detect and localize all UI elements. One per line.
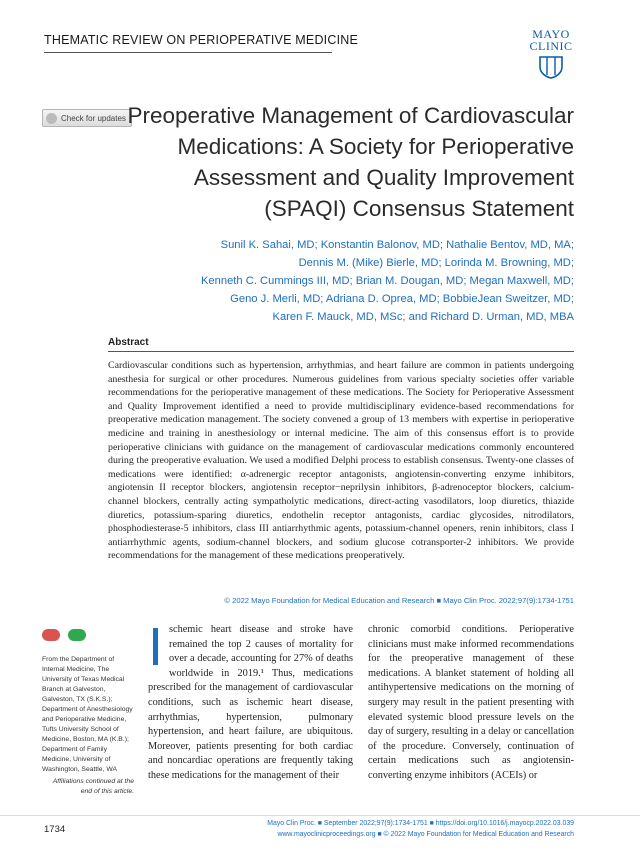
mayo-clinic-logo xyxy=(524,28,578,84)
feature-icons xyxy=(42,628,90,646)
body-column-left xyxy=(148,617,353,784)
body-column-right: chronic comorbid conditions. Perioperative clinicians must make informed recommendations for the preoperative management of these medications. A blanket statement of holding all antihypertensive medications on the morning of surgery may result in the patient presenting with elevated systemic blood pressure levels on the day of surgery, resulting in a delay or cancellation of the procedure. Conversely, continuation of certain medications such as angiotensin-converting enzyme inhibitors (ACEIs) or xyxy=(368,624,574,781)
title-line: Assessment and Quality Improvement xyxy=(193,165,574,190)
author-list xyxy=(104,236,574,326)
abstract-text: Cardiovascular conditions such as hypertension, arrhythmias, and heart failure are common in patients undergoing anesthesia for surgical or other procedures. Numerous guidelines from various specialty societies offer variable recommendations for the perioperative management of these medications. The Society for Perioperative Assessment and Quality Improvement identified a need to provide multidisciplinary evidence-based recommendations for preoperative medication management. The society convened a group of 13 members with expertise in perioperative medicine and training in anesthesiology or internal medicine. The aim of this consensus effort is to provide perioperative clinicians with guidance on the management of cardiovascular medications commonly encountered during the preoperative evaluation. We used a modified Delphi process to establish consensus. Twenty-one classes of medications were identified: α-adrenergic receptor antagonists, angiotensin-converting enzyme inhibitors, angiotensin II receptor blockers, angiotensin receptor−neprilysin inhibitors, β-adrenoceptor blockers, calcium-channel blockers, centrally acting sympatholytic medications, direct-acting vasodilators, loop diuretics, thiazide diuretics, potassium-sparing diuretics, endothelin receptor antagonists, cardiac glycosides, nitrodilators, phosphodiesterase-5 inhibitors, class III antiarrhythmic agents, potassium-channel openers, renin inhibitors, class I antiarrhythmic agents, sodium-channel blockers, and sodium glucose cotransporter-2 inhibitors. We provide recommendations for the management of these medications preoperatively. xyxy=(108,360,574,562)
body-text-left: schemic heart disease and stroke have remained the top 2 causes of mortality for over a decade, accounting for 27% of deaths worldwide in 2019.¹ Thus, medications prescribed for the management of cardiovascular conditions, such as ischemic heart disease, arrhythmias, hypertension, pulmonary hypertension, and heart failure, are ubiquitous. Moreover, patients presenting for both cardiac and noncardiac operations are frequently taking these medications for the management of their xyxy=(148,624,353,781)
author-line[interactable]: Sunil K. Sahai, MD; Konstantin Balonov, MD; Nathalie Bentov, MD, MA; xyxy=(220,239,574,251)
affiliation-note: From the Department of Internal Medicine, The University of Texas Medical Branch at Galveston, Galveston, TX (S.K.S.); Department of Anesthesiology and Perioperative Medicine, Tufts University School of Medicine, Boston, MA (K.B.); Department of Family Medicine, University of Washington, Seattle, WA xyxy=(42,656,133,773)
affiliation-continued-note: Affiliations continued at the end of this article. xyxy=(52,778,134,795)
logo-wordmark-mayo: MAYO xyxy=(532,27,570,41)
cme-icon xyxy=(42,629,60,641)
author-line[interactable]: Kenneth C. Cummings III, MD; Brian M. Dougan, MD; Megan Maxwell, MD; xyxy=(200,275,574,287)
page-number: 1734 xyxy=(44,824,66,835)
logo-wordmark-clinic: CLINIC xyxy=(529,39,573,53)
title-line: Preoperative Management of Cardiovascular xyxy=(127,103,574,128)
abstract-divider xyxy=(108,351,574,352)
footer-citation[interactable]: Mayo Clin Proc. ■ September 2022;97(9):1734-1751 ■ https://doi.org/10.1016/j.mayocp.2022.03.039 xyxy=(267,820,574,827)
title-line: (SPAQI) Consensus Statement xyxy=(264,196,574,221)
footer-divider xyxy=(0,815,640,816)
copyright-line[interactable]: © 2022 Mayo Foundation for Medical Education and Research ■ Mayo Clin Proc. 2022;97(9):1734-1751 xyxy=(224,596,574,605)
author-line[interactable]: Dennis M. (Mike) Bierle, MD; Lorinda M. Browning, MD; xyxy=(298,257,574,269)
drop-cap: I xyxy=(148,617,164,677)
open-access-icon xyxy=(68,629,86,641)
title-line: Medications: A Society for Perioperative xyxy=(177,134,574,159)
author-line[interactable]: Karen F. Mauck, MD, MSc; and Richard D. Urman, MD, MBA xyxy=(272,311,574,323)
check-for-updates-label: Check for updates xyxy=(61,113,126,123)
shield-icon xyxy=(538,55,564,79)
update-icon xyxy=(46,113,57,124)
abstract-heading: Abstract xyxy=(108,337,149,348)
article-title xyxy=(104,100,574,224)
footer-website[interactable]: www.mayoclinicproceedings.org ■ © 2022 Mayo Foundation for Medical Education and Research xyxy=(277,831,574,838)
author-line[interactable]: Geno J. Merli, MD; Adriana D. Oprea, MD; BobbieJean Sweitzer, MD; xyxy=(230,293,574,305)
header-divider xyxy=(44,52,332,53)
section-label: THEMATIC REVIEW ON PERIOPERATIVE MEDICINE xyxy=(44,33,359,47)
